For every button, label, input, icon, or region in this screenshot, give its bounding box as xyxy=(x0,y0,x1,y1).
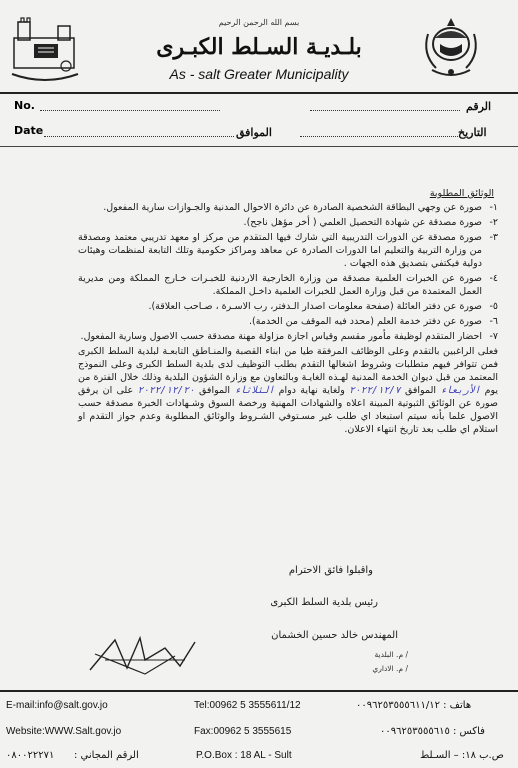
signer-name: المهندس خالد حسين الخشمان xyxy=(271,630,398,641)
number-label: No. xyxy=(14,99,35,112)
municipality-name-arabic: بلـديـة السـلط الكبـرى xyxy=(156,34,362,60)
footer-free-number-label: الرقم المجاني : xyxy=(74,750,139,761)
list-item: ٥- صورة عن دفتر العائلة (صفحة معلومات اصدار الـدفتر، رب الاسـرة ، صـاحب العلاقة). xyxy=(148,301,498,312)
footer-fax-arabic: فاكس : ٠٠٩٦٢٥٣٥٥٥٦١٥ xyxy=(380,726,485,737)
closing-greeting: واقبلوا فائق الاحترام xyxy=(288,565,373,576)
footer-free-number: ٠٨٠٠٢٢٢٧١ xyxy=(6,750,55,761)
list-item: ١- صورة عن وجهي البطاقة الشخصية الصادرة عن دائرة الاحوال المدنية والجـوازات سارية المفعول. xyxy=(103,202,498,213)
cc-line-1: / م. البلدية xyxy=(374,650,408,659)
date-arabic-dotted-line xyxy=(300,136,458,137)
footer-website: Website:WWW.Salt.gov.jo xyxy=(6,726,122,737)
list-item: ٣- صورة مصدقة عن الدورات التدريبية التي شارك فيها المتقدم من مركز او معهد تدريبي معتمد ومصدقة من وزارة التربية والتعليم اما الدورات الصادرة عن معاهد ومراكز حكومية وتلك التابعة لمنظمات وهيئات دولية فيكتفي بتصديق هذه الجهات . xyxy=(78,232,498,269)
signer-title: رئيس بلدية السلط الكبرى xyxy=(270,597,378,608)
application-paragraph: فعلى الراغبين بالتقدم وعلى الوظائف المرفقة طيا من ابناء القصبة والمنـاطق التابعـة لبلدية السلط الكبرى فمن تتوافر فيهم متطلبات وشروط اشغالها التقدم بطلب التوظيف لدى بلدية السلط الكبرى وعلى النموذج المعتمد من قبل ديوان الخدمة المدنية لهـذه الغايـة وبالتعاون مع وزارة الشؤون البلدية وذلك خلال الفترة من يوم الأربعاء الموافق ٢٠٢٢/١٢/٧ ولغاية نهاية دوام الثلاثاء الموافق ٢٠٢٢/١٢/٢٠ على ان يرفق صورة عن الوثائق الثبوتية المبينة اعلاه والشهادات المهنية ورخصة السوق وشـهادات الخبرة مصدقة حسب الاصول علما بأنه سيتم استبعاد اي طلب غير مسـتوفي الشـروط والوثائق المطلوبة وعدم جواز التقدم او استلام اي طلب بعد تاريخ انتهاء الاعلان. xyxy=(78,346,499,435)
handwritten-signature xyxy=(85,630,205,678)
list-item: ٦- صورة عن دفتر خدمة العلم (محدد فيه الموقف من الخدمة). xyxy=(249,316,498,327)
date-label: Date xyxy=(14,124,44,137)
list-item: ٢- صورة مصدقة عن شهادة التحصيل العلمي ( أخر مؤهل ناجح). xyxy=(243,217,498,228)
footer-fax: Fax:00962 5 3555615 xyxy=(194,726,292,737)
handwritten-end-date: ٢٠٢٢/١٢/٢٠ xyxy=(137,385,195,396)
footer-phone-arabic: هاتف : ٠٠٩٦٢٥٣٥٥٥٦١١/١٢ xyxy=(356,700,472,711)
footer-divider xyxy=(0,690,518,692)
corresponding-label-arabic: الموافق xyxy=(236,126,272,139)
date-dotted-line xyxy=(44,136,234,137)
footer-pobox-arabic: ص.ب ١٨: – السـلط xyxy=(420,750,504,761)
handwritten-start-day: الأربعاء xyxy=(440,385,481,396)
meta-divider xyxy=(0,146,518,147)
ref-dotted-line xyxy=(310,110,460,111)
date-label-arabic: التاريخ xyxy=(458,126,487,139)
header-divider xyxy=(0,92,518,94)
ref-label-arabic: الرقم xyxy=(466,100,492,113)
footer-pobox: P.O.Box : 18 AL - Sult xyxy=(196,750,292,761)
municipality-name-english: As - salt Greater Municipality xyxy=(169,66,349,82)
letter-body xyxy=(78,201,498,436)
handwritten-start-date: ٢٠٢٢/١٢/٧ xyxy=(349,385,401,396)
list-item: ٧- احضار المتقدم لوظيفة مأمور مقسم وقياس اجازة مزاولة مهنة مصدقة حسب الاصول وسارية المفعول. xyxy=(80,331,498,342)
basmala-line: بسم الله الرحمن الرحيم xyxy=(218,18,300,27)
footer-email: E-mail:info@salt.gov.jo xyxy=(6,700,108,711)
cc-line-2: / م. الاداري xyxy=(372,664,408,673)
footer-telephone: Tel:00962 5 3555611/12 xyxy=(194,700,301,711)
required-documents-title: الوثائق المطلوبة xyxy=(429,188,494,199)
handwritten-end-day: الثلاثاء xyxy=(234,385,275,396)
required-documents-list xyxy=(78,201,498,343)
number-dotted-line xyxy=(40,110,220,111)
list-item: ٤- صورة عن الخبرات العلمية مصدقة من وزارة الخارجية الاردنية للخبـرات خـارج المملكة ومن مديرية العمل المعتمدة من قبل وزارة العمل للخبرات العلمية داخـل المملكة. xyxy=(78,273,498,297)
